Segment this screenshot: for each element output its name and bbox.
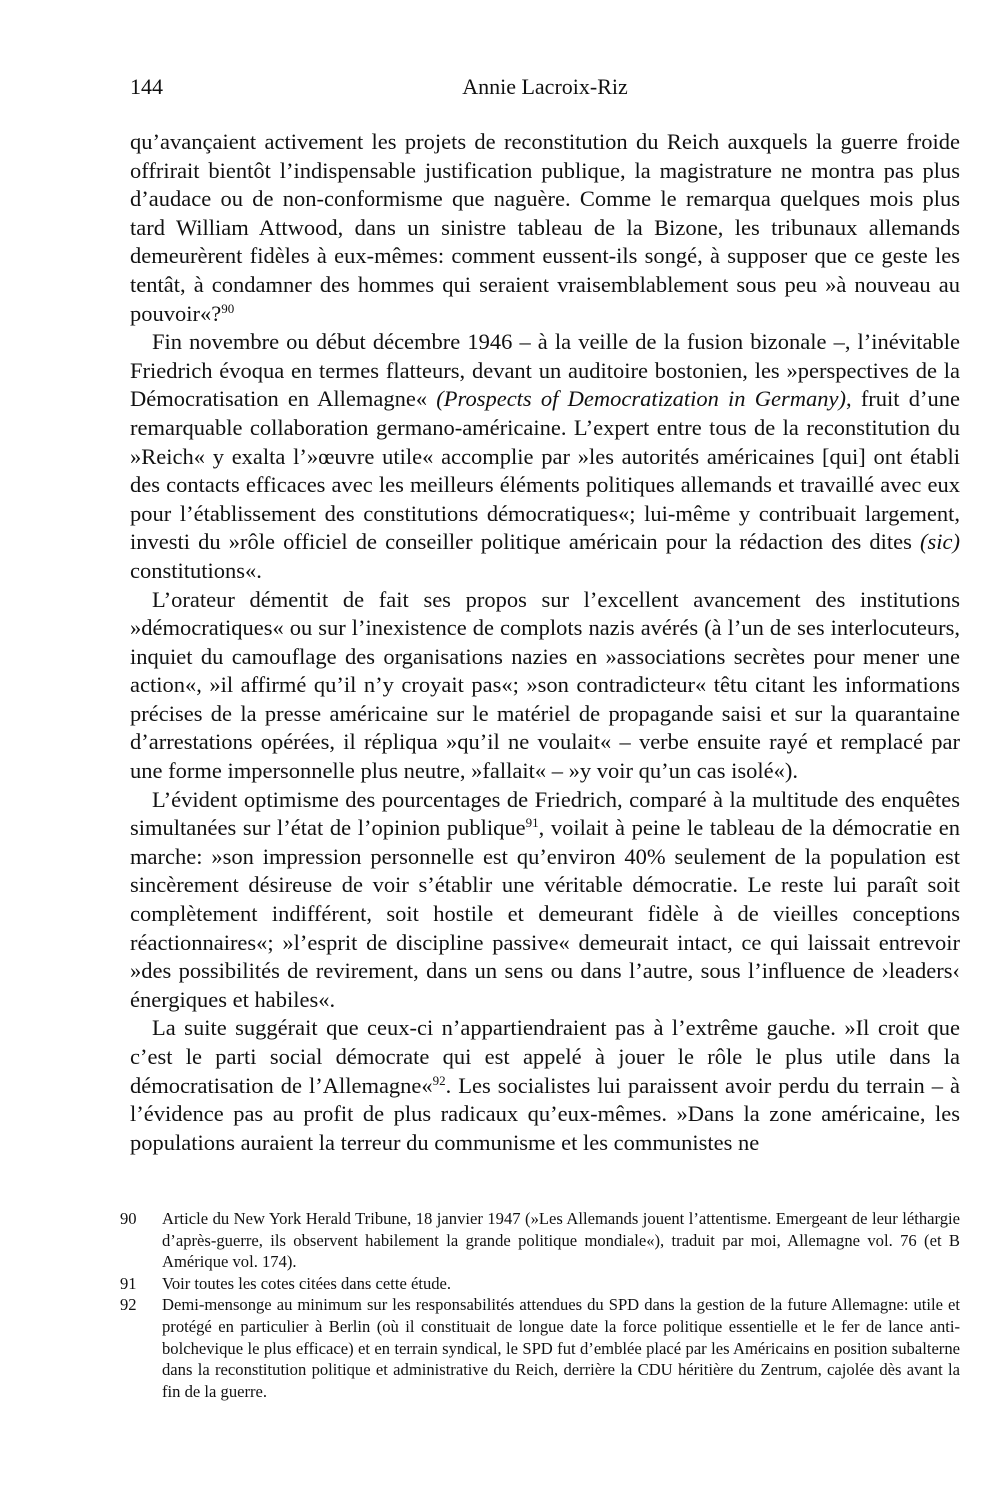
footnote-text: Voir toutes les cotes citées dans cette étude.: [162, 1273, 452, 1293]
running-head: [130, 74, 960, 108]
paragraph-text: La suite suggérait que ceux-ci n’appartiendraient pas à l’extrême gauche. »Il croit que c’est le parti social démocrate qui est appelé à jouer le rôle le plus utile dans la démocratisation de l’Allemagne«: [130, 1015, 960, 1098]
paragraph-text: , voilait à peine le tableau de la démocratie en marche: »son impression personnelle est qu’environ 40% seulement de la population est sincèrement désireuse de voir s’établir une véritable démocratie. Le reste lui paraît soit complètement indifférent, soit hostile et demeurant fidèle à de vieilles conceptions réactionnaires«; »l’esprit de discipline passive« demeurait intact, ce qui laissait entrevoir »des possibilités de revirement, dans un sens ou dans l’autre, sous l’influence de ›leaders‹ énergiques et habiles«.: [130, 815, 960, 1012]
paragraph: [130, 328, 960, 585]
italic-sic: (sic): [920, 529, 961, 555]
paragraph-text: . Les socialistes lui paraissent avoir perdu du terrain – à l’évidence pas au profit de plus radicaux qu’eux-mêmes. »Dans la zone américaine, les populations auraient la terreur du communisme et les communistes ne: [130, 1072, 960, 1155]
footnote-text: Article du New York Herald Tribune, 18 janvier 1947 (»Les Allemands jouent l’attentisme. Emergeant de leur léthargie d’après-guerre, ils observent habilement la grande politique mondiale«), traduit par moi, Allemagne vol. 76 (et B Amérique vol. 174).: [162, 1209, 960, 1272]
paragraph-text: L’orateur démentit de fait ses propos sur l’excellent avancement des institutions »démocratiques« ou sur l’inexistence de complots nazis avérés (à l’un de ses interlocuteurs, inquiet du camouflage des organisations nazies en »associations secrètes pour mener une action«, »il affirmé qu’il n’y croyait pas«; »son contradicteur« têtu citant les informations précises de la presse américaine sur le matériel de propagande saisi et sur la quarantaine d’arrestations opérées, il répliqua »qu’il ne voulait« – verbe ensuite rayé et remplacé par une forme impersonnelle plus neutre, »fallait« – »y voir qu’un cas isolé«).: [130, 586, 960, 784]
paragraph: [130, 128, 960, 328]
paragraph-text: qu’avançaient activement les projets de reconstitution du Reich auxquels la guerre froide offrirait bientôt l’indispensable justification publique, la magistrature ne montra pas plus d’audace ou de non-conformisme que naguère. Comme le remarqua quelques mois plus tard William Attwood, dans un sinistre tableau de la Bizone, les tribunaux allemands demeurèrent fidèles à eux-mêmes: comment eussent-ils songé, à supposer que ce geste les tentât, à condamner des hommes qui seraient vraisemblablement sous peu »à nouveau au pouvoir«?: [130, 129, 960, 326]
footnote-ref: 90: [221, 300, 235, 316]
paragraph: [130, 786, 960, 1015]
footnote-number: 92: [120, 1295, 137, 1315]
footnotes: [120, 1208, 960, 1402]
page-number: 144: [130, 74, 163, 99]
body-text: [130, 128, 960, 1157]
footnote-ref: 92: [432, 1072, 446, 1088]
paragraph: [130, 586, 960, 786]
paragraph: [130, 1014, 960, 1157]
footnote: [120, 1294, 960, 1402]
footnote-number: 91: [120, 1273, 137, 1293]
paragraph-text: constitutions«.: [130, 557, 262, 583]
footnote: [120, 1273, 960, 1295]
italic-title: (Prospects of Democratization in Germany): [436, 386, 846, 412]
footnote-ref: 91: [525, 815, 539, 831]
paragraph-text: , fruit d’une remarquable collaboration germano-américaine. L’expert entre tous de la reconstitution du »Reich« y exalta l’»œuvre utile« accomplie par »les autorités américaines [qui] ont établi des contacts efficaces avec les meilleurs éléments politiques allemands et travaillé avec eux pour l’établissement des constitutions démocratiques«; lui-même y contribuait largement, investi du »rôle officiel de conseiller politique américain pour la rédaction des dites: [130, 386, 960, 555]
paragraph-text: L’évident optimisme des pourcentages de Friedrich, comparé à la multitude des enquêtes simultanées sur l’état de l’opinion publique: [130, 786, 960, 841]
running-head-author: Annie Lacroix-Riz: [462, 74, 628, 99]
footnote: [120, 1208, 960, 1273]
footnote-number: 90: [120, 1209, 137, 1228]
footnote-text: Demi-mensonge au minimum sur les responsabilités attendues du SPD dans la gestion de la future Allemagne: utile et protégé en particulier à Berlin (où il constituait de longue date la force politique essentielle et le fer de lance anti-bolchevique le plus efficace) et en terrain syndical, le SPD fut d’emblée placé par les Américains en position subalterne dans la reconstitution politique et administrative du Reich, derrière la CDU héritière du Zentrum, cajolée dès avant la fin de la guerre.: [162, 1295, 960, 1401]
paragraph-text: Fin novembre ou début décembre 1946 – à la veille de la fusion bizonale –, l’inévitable Friedrich évoqua en termes flatteurs, devant un auditoire bostonien, les »perspectives de la Démocratisation en Allemagne«: [130, 329, 960, 412]
